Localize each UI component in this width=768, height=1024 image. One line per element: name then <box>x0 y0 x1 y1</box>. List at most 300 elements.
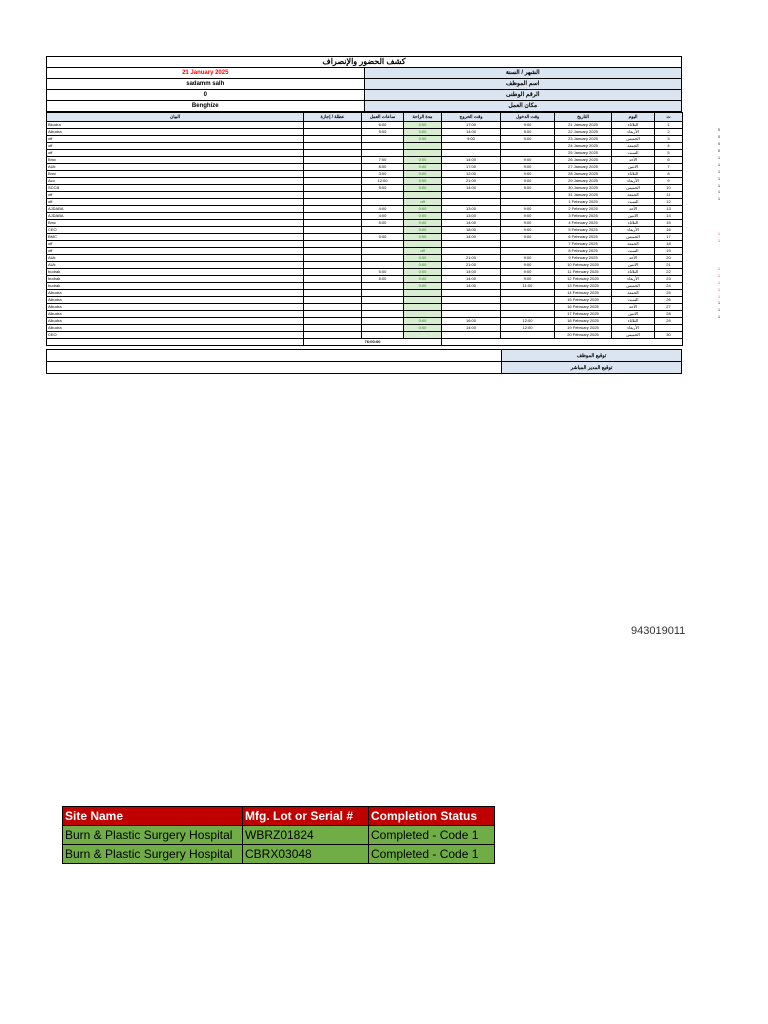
cell-notes[interactable]: CEO <box>47 227 304 234</box>
cell-hours[interactable] <box>362 255 404 262</box>
cell-in[interactable] <box>501 332 555 339</box>
cell-leave[interactable] <box>304 143 362 150</box>
cell-notes[interactable]: Bmc <box>47 220 304 227</box>
cell-in[interactable] <box>501 311 555 318</box>
cell-leave[interactable] <box>304 269 362 276</box>
cell-day[interactable]: الأربعاء <box>612 276 655 283</box>
cell-date[interactable]: 16 February 2025 <box>555 304 612 311</box>
cell-num[interactable]: 20 <box>655 255 683 262</box>
cell-date[interactable]: 5 February 2025 <box>555 227 612 234</box>
cell-date[interactable]: 20 February 2025 <box>555 332 612 339</box>
cell-leave[interactable] <box>304 199 362 206</box>
cell-hours[interactable] <box>362 325 404 332</box>
table-row <box>47 150 683 157</box>
cell-date[interactable]: 23 January 2025 <box>555 136 612 143</box>
cell-rest[interactable] <box>404 150 442 157</box>
cell-rest[interactable]: 0:00 <box>404 164 442 171</box>
cell-notes[interactable]: off <box>47 136 304 143</box>
cell-num[interactable]: 5 <box>655 150 683 157</box>
cell-day[interactable]: الثلاثاء <box>612 171 655 178</box>
cell-day[interactable]: الخميس <box>612 185 655 192</box>
cell-date[interactable]: 15 February 2025 <box>555 297 612 304</box>
cell-hours[interactable]: 8:00 <box>362 164 404 171</box>
cell-in[interactable] <box>501 304 555 311</box>
cell-in[interactable] <box>501 192 555 199</box>
cell-leave[interactable] <box>304 227 362 234</box>
cell-date[interactable]: 21 January 2025 <box>555 122 612 129</box>
national-id-value[interactable]: 0 <box>47 90 365 101</box>
cell-hours[interactable]: 6:00 <box>362 122 404 129</box>
cell-in[interactable]: 9:00 <box>501 129 555 136</box>
cell-day[interactable]: الأربعاء <box>612 129 655 136</box>
site-name-cell[interactable]: Burn & Plastic Surgery Hospital <box>63 826 243 845</box>
cell-num[interactable]: 21 <box>655 262 683 269</box>
cell-in[interactable]: 9:00 <box>501 157 555 164</box>
cell-out[interactable]: 21:00 <box>442 178 501 185</box>
cell-date[interactable]: 17 February 2025 <box>555 311 612 318</box>
cell-num[interactable]: 28 <box>655 311 683 318</box>
cell-leave[interactable] <box>304 297 362 304</box>
cell-leave[interactable] <box>304 122 362 129</box>
employee-name-value[interactable]: sadamm salh <box>47 79 365 90</box>
cell-notes[interactable]: SCCB <box>47 185 304 192</box>
cell-leave[interactable] <box>304 171 362 178</box>
site-serial-cell[interactable]: WBRZ01824 <box>243 826 369 845</box>
cell-in[interactable] <box>501 290 555 297</box>
cell-hours[interactable]: 4:00 <box>362 213 404 220</box>
cell-num[interactable]: 1 <box>655 122 683 129</box>
cell-out[interactable] <box>442 241 501 248</box>
cell-rest[interactable]: 0:00 <box>404 262 442 269</box>
cell-out[interactable] <box>442 143 501 150</box>
cell-num[interactable]: 10 <box>655 185 683 192</box>
manager-signature-field[interactable] <box>47 362 502 374</box>
col-rest: مدة الراحة <box>404 113 442 122</box>
cell-hours[interactable] <box>362 143 404 150</box>
cell-day[interactable]: الأربعاء <box>612 227 655 234</box>
cell-day[interactable]: السبت <box>612 150 655 157</box>
cell-out[interactable] <box>442 199 501 206</box>
cell-leave[interactable] <box>304 136 362 143</box>
cell-out[interactable]: 14:00 <box>442 269 501 276</box>
cell-day[interactable]: الجمعة <box>612 192 655 199</box>
cell-day[interactable]: الأحد <box>612 206 655 213</box>
cell-day[interactable]: السبت <box>612 297 655 304</box>
cell-out[interactable]: 13:00 <box>442 206 501 213</box>
cell-hours[interactable] <box>362 136 404 143</box>
cell-num[interactable]: 23 <box>655 276 683 283</box>
site-serial-cell[interactable]: CBRX03048 <box>243 845 369 864</box>
cell-hours[interactable] <box>362 227 404 234</box>
cell-leave[interactable] <box>304 129 362 136</box>
cell-num[interactable]: 29 <box>655 318 683 325</box>
cell-num[interactable]: 14 <box>655 213 683 220</box>
cell-in[interactable]: 12:00 <box>501 325 555 332</box>
cell-leave[interactable] <box>304 178 362 185</box>
cell-hours[interactable]: 5:00 <box>362 269 404 276</box>
cell-day[interactable]: الثلاثاء <box>612 269 655 276</box>
cell-date[interactable]: 25 January 2025 <box>555 150 612 157</box>
cell-leave[interactable] <box>304 241 362 248</box>
cell-day[interactable]: الخميس <box>612 283 655 290</box>
cell-rest[interactable] <box>404 311 442 318</box>
cell-rest[interactable]: 0:00 <box>404 136 442 143</box>
cell-day[interactable]: الجمعة <box>612 290 655 297</box>
cell-out[interactable] <box>442 248 501 255</box>
cell-hours[interactable]: 5:00 <box>362 185 404 192</box>
cell-rest[interactable]: 0:00 <box>404 171 442 178</box>
cell-hours[interactable] <box>362 262 404 269</box>
cell-rest[interactable] <box>404 143 442 150</box>
cell-hours[interactable] <box>362 192 404 199</box>
cell-out[interactable]: 18:00 <box>442 227 501 234</box>
cell-notes[interactable]: Alkudra <box>47 290 304 297</box>
cell-in[interactable] <box>501 241 555 248</box>
cell-out[interactable]: 14:00 <box>442 276 501 283</box>
cell-day[interactable]: الاثنين <box>612 164 655 171</box>
cell-rest[interactable]: 0:00 <box>404 227 442 234</box>
cell-hours[interactable]: 4:00 <box>362 206 404 213</box>
cell-num[interactable]: 24 <box>655 283 683 290</box>
cell-notes[interactable]: off <box>47 199 304 206</box>
cell-leave[interactable] <box>304 150 362 157</box>
site-name-cell[interactable]: Burn & Plastic Surgery Hospital <box>63 845 243 864</box>
cell-day[interactable]: الجمعة <box>612 143 655 150</box>
cell-in[interactable] <box>501 248 555 255</box>
cell-date[interactable]: 6 February 2025 <box>555 234 612 241</box>
cell-hours[interactable] <box>362 304 404 311</box>
cell-date[interactable]: 1 February 2025 <box>555 199 612 206</box>
cell-date[interactable]: 27 January 2025 <box>555 164 612 171</box>
cell-notes[interactable]: budrak <box>47 276 304 283</box>
cell-num[interactable]: 25 <box>655 290 683 297</box>
cell-hours[interactable]: 5:00 <box>362 220 404 227</box>
cell-notes[interactable]: AUk <box>47 164 304 171</box>
cell-day[interactable]: الخميس <box>612 136 655 143</box>
cell-out[interactable]: 21:00 <box>442 255 501 262</box>
cell-leave[interactable] <box>304 157 362 164</box>
cell-out[interactable]: 14:00 <box>442 283 501 290</box>
workplace-value[interactable]: Benghize <box>47 101 365 112</box>
cell-rest[interactable]: 0:00 <box>404 185 442 192</box>
cell-date[interactable]: 13 February 2025 <box>555 283 612 290</box>
cell-in[interactable] <box>501 297 555 304</box>
cell-in[interactable]: 9:00 <box>501 213 555 220</box>
cell-day[interactable]: الأحد <box>612 157 655 164</box>
cell-num[interactable]: 12 <box>655 199 683 206</box>
cell-notes[interactable]: off <box>47 192 304 199</box>
cell-hours[interactable] <box>362 248 404 255</box>
cell-notes[interactable]: Bmc <box>47 157 304 164</box>
cell-rest[interactable]: 0:00 <box>404 269 442 276</box>
cell-rest[interactable]: 0:00 <box>404 220 442 227</box>
col-in: وقت الدخول <box>501 113 555 122</box>
cell-in[interactable]: 9:00 <box>501 178 555 185</box>
cell-day[interactable]: الثلاثاء <box>612 220 655 227</box>
cell-notes[interactable]: Alkudra <box>47 297 304 304</box>
cell-notes[interactable]: Alkudra <box>47 129 304 136</box>
cell-hours[interactable] <box>362 283 404 290</box>
cell-num[interactable]: 4 <box>655 143 683 150</box>
cell-day[interactable]: الاثنين <box>612 262 655 269</box>
cell-notes[interactable]: off <box>47 248 304 255</box>
cell-out[interactable]: 17:00 <box>442 164 501 171</box>
cell-out[interactable]: 21:00 <box>442 262 501 269</box>
cell-leave[interactable] <box>304 332 362 339</box>
cell-rest[interactable]: 0:00 <box>404 255 442 262</box>
cell-in[interactable] <box>501 143 555 150</box>
cell-notes[interactable]: Alkudra <box>47 311 304 318</box>
cell-notes[interactable]: Aco <box>47 178 304 185</box>
cell-out[interactable]: 14:00 <box>442 234 501 241</box>
cell-rest[interactable]: off <box>404 199 442 206</box>
cell-notes[interactable]: AUk <box>47 262 304 269</box>
cell-day[interactable]: الاثنين <box>612 311 655 318</box>
cell-out[interactable] <box>442 150 501 157</box>
cell-rest[interactable]: 0:00 <box>404 234 442 241</box>
cell-day[interactable]: السبت <box>612 248 655 255</box>
cell-day[interactable]: الأربعاء <box>612 325 655 332</box>
cell-notes[interactable]: AJDABA <box>47 213 304 220</box>
cell-notes[interactable]: Bkudra <box>47 122 304 129</box>
cell-leave[interactable] <box>304 220 362 227</box>
cell-date[interactable]: 8 February 2025 <box>555 248 612 255</box>
cell-notes[interactable]: Alkudra <box>47 318 304 325</box>
cell-rest[interactable]: 0:00 <box>404 318 442 325</box>
cell-leave[interactable] <box>304 290 362 297</box>
month-value[interactable]: 21 January 2025 <box>47 68 365 79</box>
cell-day[interactable]: الخميس <box>612 332 655 339</box>
cell-notes[interactable]: budrak <box>47 283 304 290</box>
cell-hours[interactable]: 5:00 <box>362 234 404 241</box>
cell-out[interactable] <box>442 297 501 304</box>
cell-in[interactable]: 9:00 <box>501 227 555 234</box>
cell-in[interactable]: 9:00 <box>501 206 555 213</box>
cell-in[interactable]: 12:00 <box>501 318 555 325</box>
cell-in[interactable]: 11:00 <box>501 283 555 290</box>
cell-in[interactable]: 9:00 <box>501 220 555 227</box>
cell-out[interactable] <box>442 304 501 311</box>
cell-hours[interactable]: 12:00 <box>362 178 404 185</box>
cell-num[interactable]: 2 <box>655 129 683 136</box>
cell-num[interactable]: 18 <box>655 241 683 248</box>
cell-num[interactable]: 9 <box>655 178 683 185</box>
cell-leave[interactable] <box>304 304 362 311</box>
cell-rest[interactable]: 0:00 <box>404 129 442 136</box>
cell-in[interactable]: 9:00 <box>501 262 555 269</box>
cell-rest[interactable]: off <box>404 248 442 255</box>
cell-day[interactable]: الأحد <box>612 255 655 262</box>
cell-hours[interactable] <box>362 318 404 325</box>
cell-notes[interactable]: AJDABA <box>47 206 304 213</box>
cell-num[interactable]: 27 <box>655 304 683 311</box>
cell-notes[interactable]: Alkudra <box>47 325 304 332</box>
cell-date[interactable]: 29 January 2025 <box>555 178 612 185</box>
cell-out[interactable]: 14:00 <box>442 129 501 136</box>
cell-notes[interactable]: CEO <box>47 332 304 339</box>
cell-day[interactable]: السبت <box>612 199 655 206</box>
cell-date[interactable]: 3 February 2025 <box>555 213 612 220</box>
cell-rest[interactable]: 0:00 <box>404 276 442 283</box>
cell-hours[interactable] <box>362 332 404 339</box>
cell-rest[interactable] <box>404 332 442 339</box>
cell-in[interactable]: 9:00 <box>501 171 555 178</box>
cell-in[interactable]: 9:00 <box>501 234 555 241</box>
cell-out[interactable]: 14:00 <box>442 185 501 192</box>
cell-leave[interactable] <box>304 234 362 241</box>
cell-day[interactable]: الجمعة <box>612 241 655 248</box>
cell-leave[interactable] <box>304 311 362 318</box>
cell-date[interactable]: 22 January 2025 <box>555 129 612 136</box>
cell-num[interactable]: 19 <box>655 248 683 255</box>
cell-in[interactable]: 9:00 <box>501 255 555 262</box>
table-row <box>47 206 683 213</box>
cell-out[interactable]: 14:00 <box>442 220 501 227</box>
cell-out[interactable] <box>442 290 501 297</box>
cell-hours[interactable] <box>362 150 404 157</box>
cell-leave[interactable] <box>304 206 362 213</box>
cell-date[interactable]: 12 February 2025 <box>555 276 612 283</box>
cell-hours[interactable] <box>362 199 404 206</box>
side-number: 0 <box>718 128 720 132</box>
cell-rest[interactable] <box>404 290 442 297</box>
cell-num[interactable]: 7 <box>655 164 683 171</box>
cell-rest[interactable]: 0:00 <box>404 213 442 220</box>
cell-in[interactable] <box>501 199 555 206</box>
cell-leave[interactable] <box>304 255 362 262</box>
cell-date[interactable]: 14 February 2025 <box>555 290 612 297</box>
cell-out[interactable] <box>442 192 501 199</box>
cell-rest[interactable] <box>404 241 442 248</box>
cell-num[interactable]: 6 <box>655 157 683 164</box>
cell-notes[interactable]: BMC <box>47 234 304 241</box>
cell-rest[interactable]: 0:00 <box>404 325 442 332</box>
cell-day[interactable]: الخميس <box>612 234 655 241</box>
cell-out[interactable]: 16:00 <box>442 318 501 325</box>
cell-num[interactable]: 22 <box>655 269 683 276</box>
cell-day[interactable]: الأربعاء <box>612 178 655 185</box>
cell-date[interactable]: 9 February 2025 <box>555 255 612 262</box>
cell-leave[interactable] <box>304 164 362 171</box>
cell-date[interactable]: 10 February 2025 <box>555 262 612 269</box>
cell-date[interactable]: 18 February 2025 <box>555 318 612 325</box>
side-number <box>714 335 724 342</box>
cell-leave[interactable] <box>304 213 362 220</box>
table-row <box>47 192 683 199</box>
cell-hours[interactable]: 7:00 <box>362 157 404 164</box>
cell-notes[interactable]: off <box>47 143 304 150</box>
cell-hours[interactable]: 5:00 <box>362 129 404 136</box>
cell-hours[interactable]: 3:00 <box>362 171 404 178</box>
cell-leave[interactable] <box>304 248 362 255</box>
cell-num[interactable]: 11 <box>655 192 683 199</box>
cell-in[interactable]: 9:00 <box>501 185 555 192</box>
cell-notes[interactable]: off <box>47 150 304 157</box>
cell-day[interactable]: الثلاثاء <box>612 122 655 129</box>
cell-out[interactable]: 12:00 <box>442 171 501 178</box>
cell-notes[interactable]: budrak <box>47 269 304 276</box>
cell-out[interactable]: 9:00 <box>442 136 501 143</box>
workplace-label: مكان العمل <box>364 101 682 112</box>
cell-date[interactable]: 26 January 2025 <box>555 157 612 164</box>
cell-date[interactable]: 30 January 2025 <box>555 185 612 192</box>
cell-out[interactable]: 14:00 <box>442 325 501 332</box>
cell-rest[interactable]: 0:00 <box>404 206 442 213</box>
cell-day[interactable]: الثلاثاء <box>612 318 655 325</box>
site-status-cell[interactable]: Completed - Code 1 <box>369 845 495 864</box>
cell-date[interactable]: 2 February 2025 <box>555 206 612 213</box>
cell-num[interactable]: 15 <box>655 220 683 227</box>
cell-date[interactable]: 28 January 2025 <box>555 171 612 178</box>
cell-date[interactable]: 4 February 2025 <box>555 220 612 227</box>
cell-in[interactable]: 9:00 <box>501 122 555 129</box>
cell-hours[interactable]: 5:00 <box>362 276 404 283</box>
cell-day[interactable]: الاثنين <box>612 213 655 220</box>
employee-signature-field[interactable] <box>47 350 502 362</box>
cell-num[interactable] <box>655 325 683 332</box>
cell-day[interactable]: الأحد <box>612 304 655 311</box>
cell-num[interactable]: 3 <box>655 136 683 143</box>
cell-out[interactable] <box>442 311 501 318</box>
cell-rest[interactable]: 0:00 <box>404 283 442 290</box>
cell-in[interactable] <box>501 150 555 157</box>
cell-out[interactable] <box>442 332 501 339</box>
side-number: 1 <box>718 266 720 271</box>
cell-out[interactable]: 13:00 <box>442 213 501 220</box>
cell-rest[interactable] <box>404 304 442 311</box>
cell-rest[interactable]: 0:00 <box>404 122 442 129</box>
cell-notes[interactable]: Bmc <box>47 171 304 178</box>
cell-rest[interactable] <box>404 297 442 304</box>
cell-num[interactable]: 13 <box>655 206 683 213</box>
cell-hours[interactable] <box>362 241 404 248</box>
cell-in[interactable]: 9:00 <box>501 269 555 276</box>
site-status-cell[interactable]: Completed - Code 1 <box>369 826 495 845</box>
cell-date[interactable]: 31 January 2025 <box>555 192 612 199</box>
cell-num[interactable]: 26 <box>655 297 683 304</box>
cell-date[interactable]: 11 February 2025 <box>555 269 612 276</box>
cell-num[interactable]: 30 <box>655 332 683 339</box>
cell-leave[interactable] <box>304 192 362 199</box>
cell-leave[interactable] <box>304 283 362 290</box>
cell-hours[interactable] <box>362 290 404 297</box>
cell-hours[interactable] <box>362 297 404 304</box>
cell-hours[interactable] <box>362 311 404 318</box>
cell-num[interactable]: 8 <box>655 171 683 178</box>
cell-num[interactable]: 17 <box>655 234 683 241</box>
cell-out[interactable]: 14:00 <box>442 157 501 164</box>
cell-in[interactable]: 9:00 <box>501 136 555 143</box>
cell-notes[interactable]: Alkudra <box>47 304 304 311</box>
cell-in[interactable]: 9:00 <box>501 164 555 171</box>
cell-notes[interactable]: AUk <box>47 255 304 262</box>
cell-in[interactable]: 9:00 <box>501 276 555 283</box>
cell-rest[interactable]: 0:00 <box>404 157 442 164</box>
cell-date[interactable]: 7 February 2025 <box>555 241 612 248</box>
cell-rest[interactable] <box>404 192 442 199</box>
cell-notes[interactable]: off <box>47 241 304 248</box>
cell-date[interactable]: 19 February 2025 <box>555 325 612 332</box>
cell-rest[interactable]: 0:00 <box>404 178 442 185</box>
cell-num[interactable]: 16 <box>655 227 683 234</box>
cell-leave[interactable] <box>304 318 362 325</box>
cell-leave[interactable] <box>304 276 362 283</box>
cell-leave[interactable] <box>304 185 362 192</box>
cell-out[interactable]: 17:00 <box>442 122 501 129</box>
cell-leave[interactable] <box>304 262 362 269</box>
cell-leave[interactable] <box>304 325 362 332</box>
cell-date[interactable]: 24 January 2025 <box>555 143 612 150</box>
